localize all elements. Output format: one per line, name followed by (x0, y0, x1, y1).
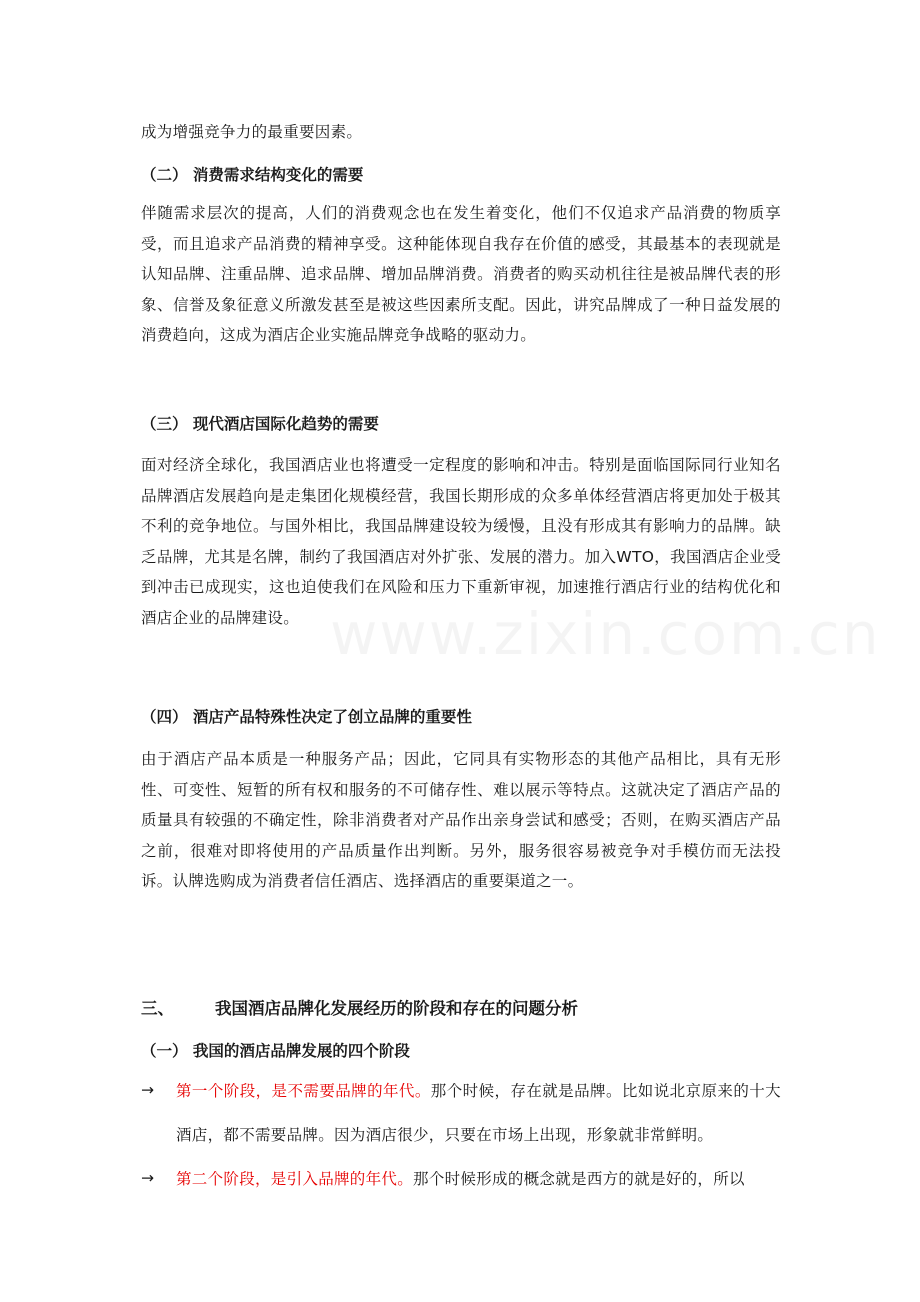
bullet-stage-1 (141, 1075, 781, 1157)
arrow-icon: → (141, 1169, 154, 1187)
section-body-3 (141, 450, 781, 634)
bullet-body: 那个时候，存在就是品牌。比如说北京原来的十大酒店，都不需要品牌。因为酒店很少，只要在市场上出现，形象就非常鲜明。 (176, 1082, 781, 1144)
chapter-title: 我国酒店品牌化发展经历的阶段和存在的问题分析 (215, 999, 578, 1018)
sub-heading (141, 1040, 781, 1062)
bullet-text (176, 1069, 781, 1157)
bullet-text (176, 1157, 781, 1201)
sub-heading-text: （一） 我国的酒店品牌发展的四个阶段 (141, 1042, 410, 1060)
section-paragraph: 面对经济全球化，我国酒店业也将遭受一定程度的影响和冲击。特别是面临国际同行业知名品牌酒店发展趋向是走集团化规模经营，我国长期形成的众多单体经营酒店将更加处于极其不利的竞争地位。与国外相比，我国品牌建设较为缓慢，且没有形成其有影响力的品牌。缺乏品牌，尤其是名牌，制约了我国酒店对外扩张、发展的潜力。加入WTO，我国酒店企业受到冲击已成现实，这也迫使我们在风险和压力下重新审视，加速推行酒店行业的结构优化和酒店企业的品牌建设。 (141, 456, 781, 627)
bullet-body: 那个时候形成的概念就是西方的就是好的，所以 (413, 1170, 745, 1188)
section-paragraph: 由于酒店产品本质是一种服务产品；因此，它同具有实物形态的其他产品相比，具有无形性、可变性、短暂的所有权和服务的不可储存性、难以展示等特点。这就决定了酒店产品的质量具有较强的不确定性，除非消费者对产品作出亲身尝试和感受；否则，在购买酒店产品之前，很难对即将使用的产品质量作出判断。另外，服务很容易被竞争对手模仿而无法投诉。认牌选购成为消费者信任酒店、选择酒店的重要渠道之一。 (141, 750, 781, 891)
section-paragraph: 伴随需求层次的提高，人们的消费观念也在发生着变化，他们不仅追求产品消费的物质享受，而且追求产品消费的精神享受。这种能体现自我存在价值的感受，其最基本的表现就是认知品牌、注重品牌、追求品牌、增加品牌消费。消费者的购买动机往往是被品牌代表的形象、信誉及象征意义所激发甚至是被这些因素所支配。因此，讲究品牌成了一种日益发展的消费趋向，这成为酒店企业实施品牌竞争战略的驱动力。 (141, 204, 781, 345)
bullet-stage-2 (141, 1163, 781, 1201)
section-heading: （四） 酒店产品特殊性决定了创立品牌的重要性 (141, 708, 472, 726)
chapter-heading (141, 997, 781, 1021)
bullet-highlight: 第一个阶段，是不需要品牌的年代。 (176, 1082, 431, 1100)
section-heading-4 (141, 706, 781, 728)
section-heading: （三） 现代酒店国际化趋势的需要 (141, 415, 379, 433)
section-heading-3 (141, 413, 781, 435)
section-body-2 (141, 198, 781, 351)
chapter-number: 三、 (141, 999, 174, 1018)
intro-paragraph (141, 117, 781, 148)
section-heading-2 (141, 164, 781, 186)
intro-text: 成为增强竞争力的最重要因素。 (141, 123, 363, 141)
section-heading: （二） 消费需求结构变化的需要 (141, 166, 364, 184)
arrow-icon: → (141, 1081, 154, 1099)
section-body-4 (141, 744, 781, 897)
bullet-highlight: 第二个阶段，是引入品牌的年代。 (176, 1170, 414, 1188)
